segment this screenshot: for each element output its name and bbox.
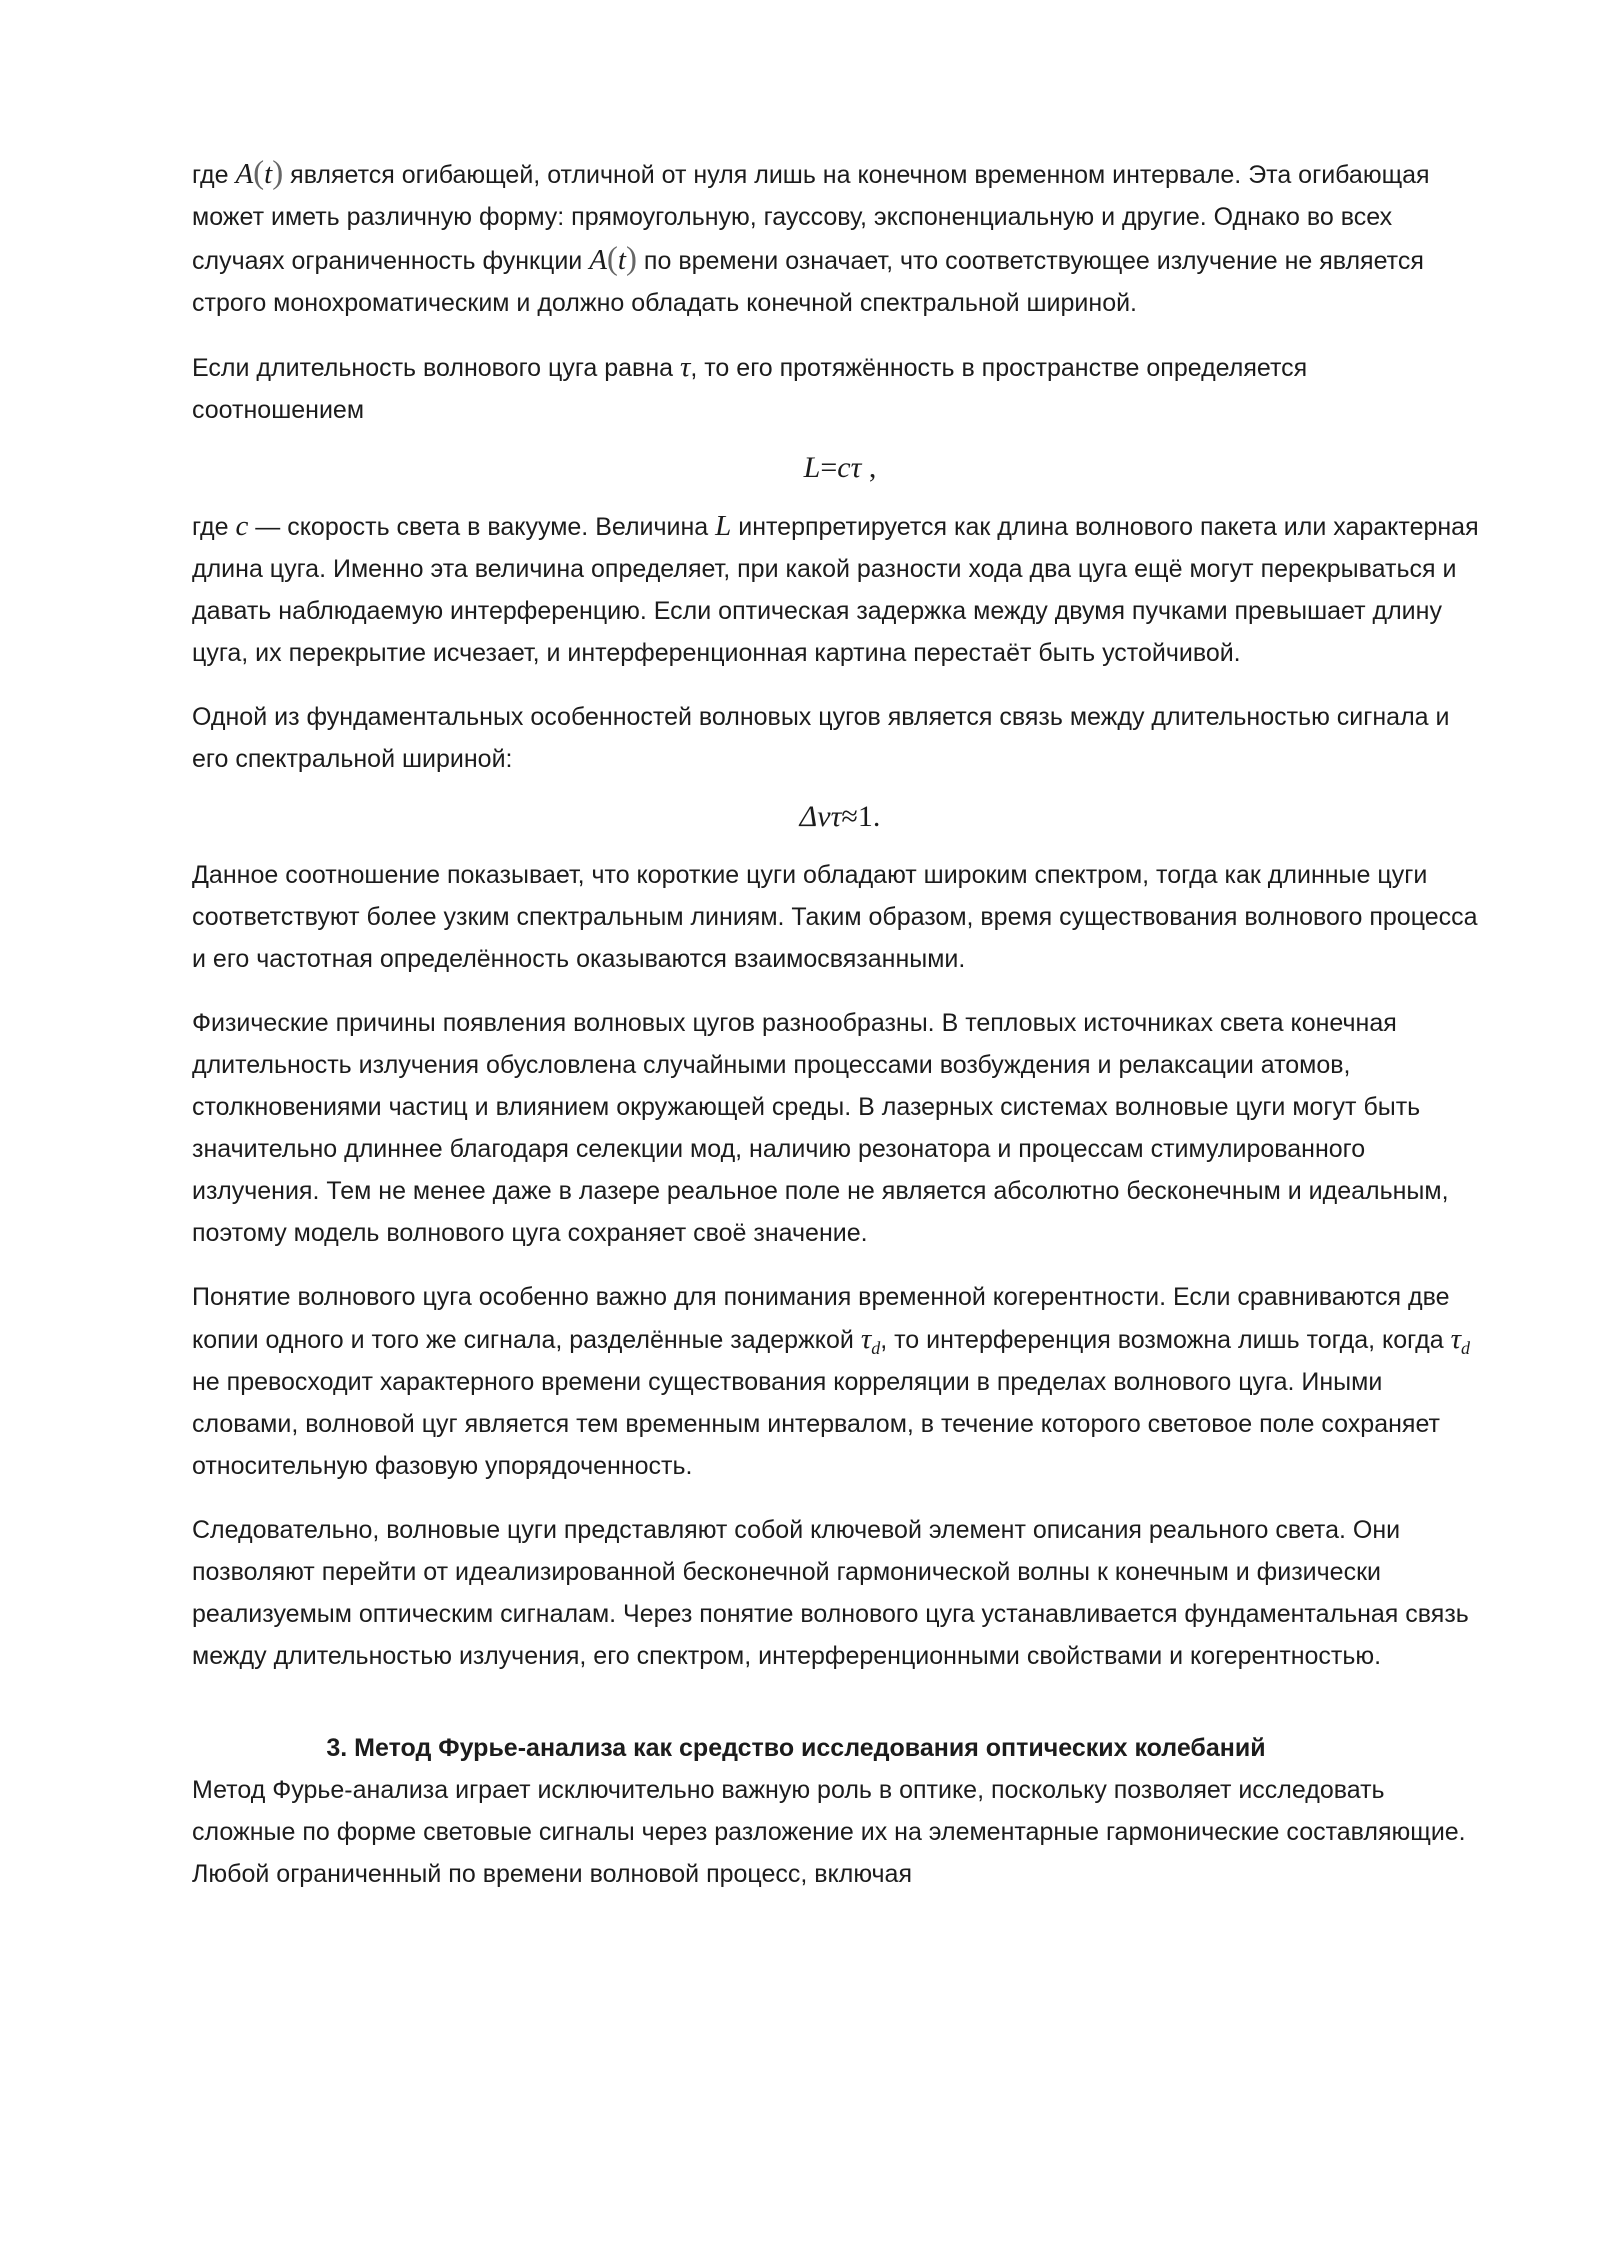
paragraph-fourier-intro: Метод Фурье-анализа играет исключительно важную роль в оптике, поскольку позволяет исследовать сложные по форме световые сигналы через разложение их на элементарные гармонические составляющие. Любой ограниченный по времени волновой процесс, включая [192, 1776, 1466, 1888]
text: , то интерференция возможна лишь тогда, когда [880, 1326, 1451, 1354]
math-tau-d: $\tau_d$ [1450, 1323, 1470, 1358]
paragraph-conclusion: Следовательно, волновые цуги представляют собой ключевой элемент описания реального света. Они позволяют перейти от идеализированной бесконечной гармонической волны к конечным и физически реализуемым оптическим сигналам. Через понятие волнового цуга устанавливается фундаментальная связь между длительностью излучения, его спектром, интерференционными свойствами и когерентностью. [192, 1516, 1469, 1670]
math-c: c [235, 510, 249, 542]
formula-uncertainty: Δντ≈1. [799, 800, 881, 833]
paragraph-length-interpretation [192, 505, 1480, 674]
math-L: L [715, 510, 732, 542]
paragraph-physical-causes: Физические причины появления волновых цугов разнообразны. В тепловых источниках света конечная длительность излучения обусловлена случайными процессами возбуждения и релаксации атомов, столкновениями частиц и влиянием окружающей среды. В лазерных системах волновые цуги могут быть значительно длиннее благодаря селекции мод, наличию резонатора и процессам стимулированного излучения. Тем не менее даже в лазере реальное поле не является абсолютно бесконечным и идеальным, поэтому модель волнового цуга сохраняет своё значение. [192, 1009, 1449, 1247]
text: , то его протяжённость в пространстве определяется соотношением [192, 354, 1308, 424]
paragraph-temporal-coherence [192, 1276, 1480, 1487]
math-A: A [235, 158, 254, 190]
text: Понятие волнового цуга особенно важно для понимания временной когерентности. Если сравниваются две копии одного и того же сигнала, разделённые задержкой [192, 1283, 1450, 1354]
text: является огибающей, отличной от нуля лишь на конечном временном интервале. Эта огибающая может иметь различную форму: прямоугольную, гауссову, экспоненциальную и другие. Однако во всех случаях ограниченность функции [192, 161, 1430, 275]
formula-length: L=cτ , [803, 451, 877, 484]
paragraph-spectral-link: Одной из фундаментальных особенностей волновых цугов является связь между длительностью сигнала и его спектральной шириной: [192, 703, 1450, 773]
paragraph-relation-meaning: Данное соотношение показывает, что короткие цуги обладают широким спектром, тогда как длинные цуги соответствуют более узким спектральным линиям. Таким образом, время существования волнового процесса и его частотная определённость оказываются взаимосвязанными. [192, 861, 1478, 973]
math-t: t [264, 158, 273, 190]
math-A: A [589, 244, 607, 276]
text: по времени означает, что соответствующее излучение не является строго монохроматическим и должно обладать конечной спектральной шириной. [192, 247, 1424, 317]
text: где [192, 513, 236, 541]
math-tau-d: $\tau_d$ [860, 1323, 881, 1358]
section-heading: 3. Метод Фурье-анализа как средство исследования оптических колебаний [326, 1734, 1266, 1762]
text: Если длительность волнового цуга равна [192, 354, 680, 382]
math-tau: τ [679, 351, 691, 383]
text: где [192, 161, 236, 189]
text: не превосходит характерного времени существования корреляции в пределах волнового цуга. Иными словами, волновой цуг является тем временным интервалом, в течение которого световое поле сохраняет относительную фазовую упорядоченность. [192, 1368, 1440, 1480]
paragraph-duration [192, 346, 1480, 431]
text: интерпретируется как длина волнового пакета или характерная длина цуга. Именно эта величина определяет, при какой разности хода два цуга ещё могут перекрываться и давать наблюдаемую интерференцию. Если оптическая задержка между двумя пучками превышает длину цуга, их перекрытие исчезает, и интерференционная картина перестаёт быть устойчивой. [192, 513, 1479, 667]
math-t: t [617, 244, 626, 276]
text: — скорость света в вакууме. Величина [248, 513, 716, 541]
paragraph-envelope: где A(t) является огибающей, отличной от нуля лишь на конечном временном интервале. Эта огибающая может иметь различную форму: прямоугольную, гауссову, экспоненциальную и другие. Однако во всех случаях ограниченность функции A(t) по времени означает, что соответствующее излучение не является строго монохроматическим и должно обладать конечной спектральной шириной. [192, 155, 1430, 317]
